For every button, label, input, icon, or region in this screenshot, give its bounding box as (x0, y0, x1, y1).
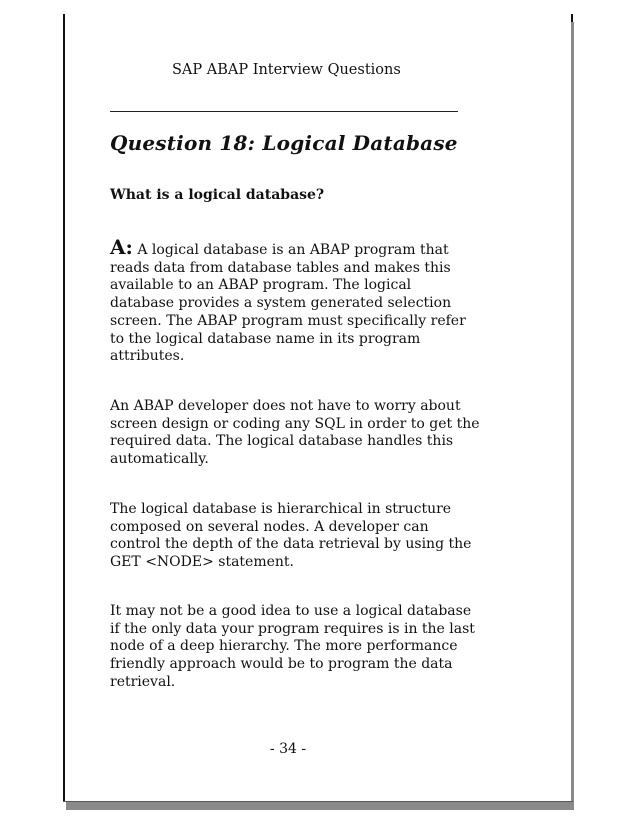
paragraph-line: required data. The logical database handles this (110, 433, 454, 450)
paragraph-line: friendly approach would be to program the data (110, 656, 453, 673)
paragraph-line: reads data from database tables and makes this (110, 259, 451, 276)
paragraph-line: An ABAP developer does not have to worry about (110, 398, 461, 414)
paragraph-line: available to an ABAP program. The logical (110, 277, 412, 294)
paragraph-line: node of a deep hierarchy. The more performance (110, 638, 458, 655)
header-divider (110, 111, 458, 112)
paragraph-line: A: A logical database is an ABAP program that (110, 235, 449, 259)
answer-paragraph (110, 235, 470, 366)
paragraph-line: to the logical database name in its program (110, 330, 421, 347)
answer-marker: A: (110, 235, 133, 259)
paragraph-line: screen. The ABAP program must specifically refer (110, 312, 466, 329)
paragraph-line: attributes. (110, 348, 185, 365)
page-shadow-right (571, 22, 574, 809)
running-header: SAP ABAP Interview Questions (172, 62, 401, 78)
paragraph-line: It may not be a good idea to use a logical database (110, 603, 472, 619)
body-paragraph (110, 603, 475, 692)
paragraph-line: composed on several nodes. A developer can (110, 518, 429, 535)
paragraph-line: automatically. (110, 451, 209, 468)
paragraph-line: if the only data your program requires is in the last (110, 620, 475, 637)
paragraph-line: database provides a system generated selection (110, 295, 452, 312)
paragraph-line: retrieval. (110, 673, 176, 690)
paragraph-line: GET <NODE> statement. (110, 554, 294, 571)
body-paragraph (110, 398, 480, 469)
paragraph-line: control the depth of the data retrieval by using the (110, 536, 472, 553)
paragraph-line: screen design or coding any SQL in order to get the (110, 415, 480, 432)
chapter-title: Question 18: Logical Database (110, 131, 458, 155)
page-bottom-border (63, 801, 573, 802)
question-text: What is a logical database? (110, 187, 325, 203)
page-shadow-bottom (66, 801, 574, 810)
paragraph-line: The logical database is hierarchical in structure (110, 501, 452, 517)
body-paragraph (110, 501, 470, 572)
page-number: - 34 - (269, 741, 307, 757)
